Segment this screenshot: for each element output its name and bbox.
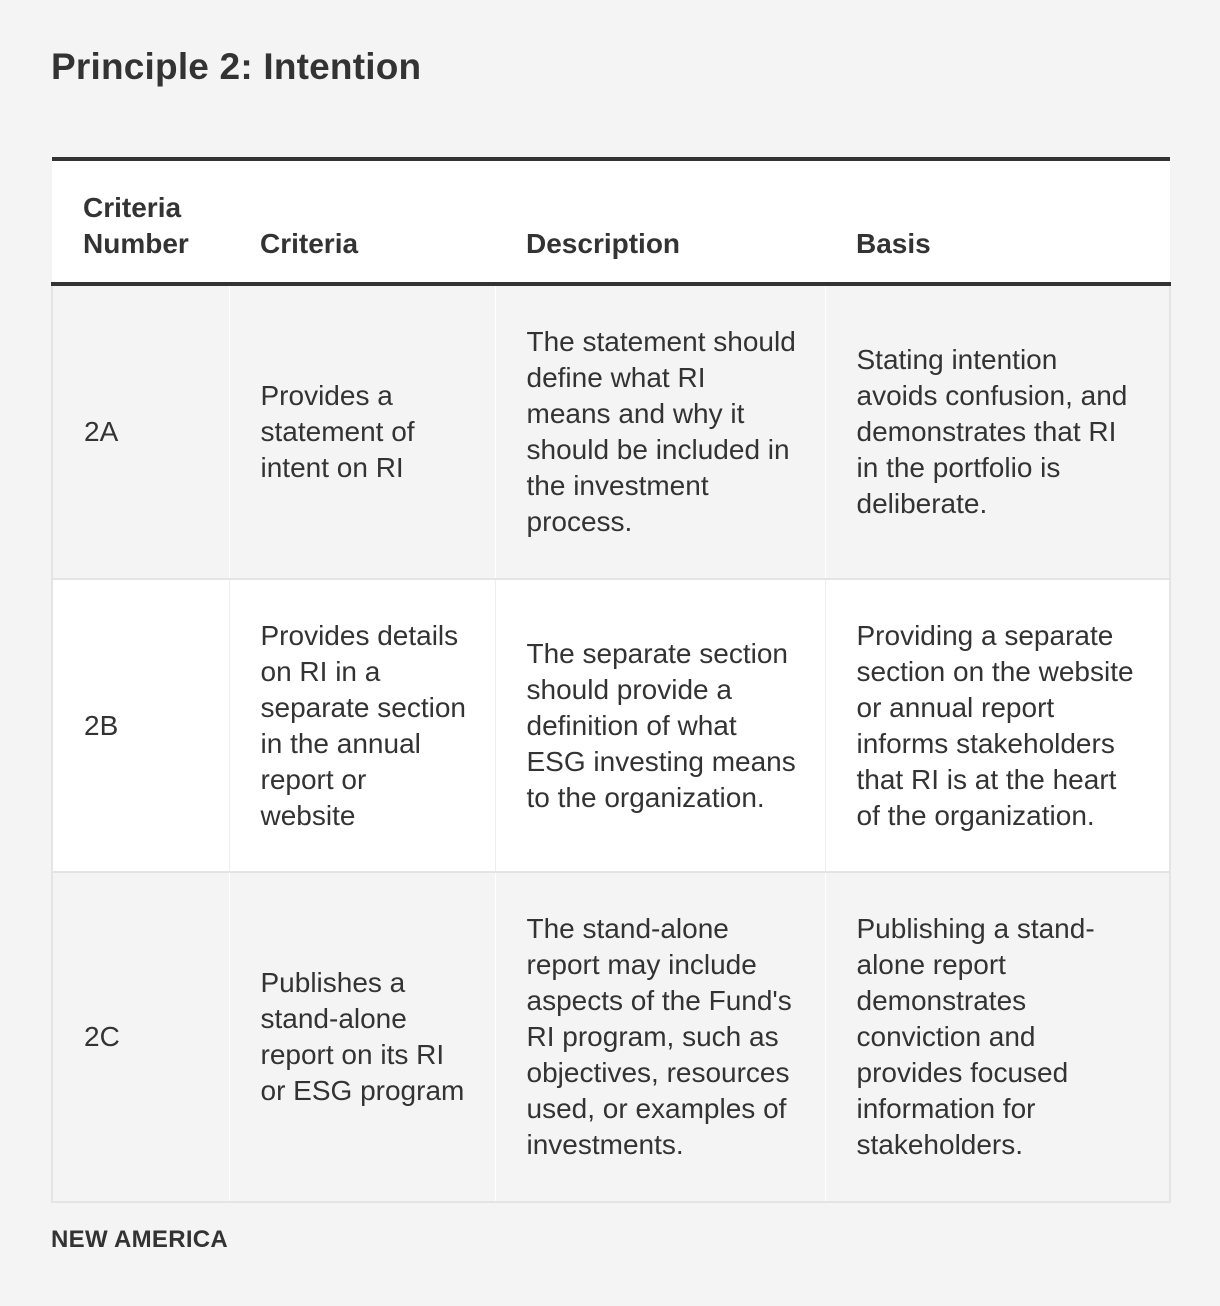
header-description: Description [526, 228, 681, 259]
cell-basis: Publishing a stand-alone report demonstrates conviction and provides focused information for stakeholders. [825, 872, 1170, 1202]
footer-brand: NEW AMERICA [51, 1226, 229, 1253]
cell-description: The separate section should provide a definition of what ESG investing means to the organization. [495, 579, 825, 872]
cell-number: 2C [52, 872, 229, 1202]
cell-number: 2A [52, 284, 229, 579]
criteria-table [51, 157, 1171, 1203]
header-criteria: Criteria [260, 228, 359, 259]
page-title: Principle 2: Intention [51, 46, 422, 87]
header-row [52, 159, 1170, 284]
cell-basis: Providing a separate section on the website or annual report informs stakeholders that RI is at the heart of the organization. [825, 579, 1170, 872]
table-row [52, 284, 1170, 579]
table-header [52, 159, 1170, 284]
cell-criteria: Provides details on RI in a separate section in the annual report or website [229, 579, 495, 872]
header-criteria-number: Criteria Number [83, 192, 189, 259]
table-body [52, 284, 1170, 1202]
cell-criteria: Publishes a stand-alone report on its RI or ESG program [229, 872, 495, 1202]
table-row [52, 872, 1170, 1202]
cell-description: The statement should define what RI means and why it should be included in the investment process. [495, 284, 825, 579]
table-row [52, 579, 1170, 872]
cell-basis: Stating intention avoids confusion, and demonstrates that RI in the portfolio is deliberate. [825, 284, 1170, 579]
criteria-table-container [51, 157, 1169, 1203]
header-basis: Basis [856, 228, 931, 259]
cell-number: 2B [52, 579, 229, 872]
cell-description: The stand-alone report may include aspects of the Fund's RI program, such as objectives, resources used, or examples of investments. [495, 872, 825, 1202]
cell-criteria: Provides a statement of intent on RI [229, 284, 495, 579]
